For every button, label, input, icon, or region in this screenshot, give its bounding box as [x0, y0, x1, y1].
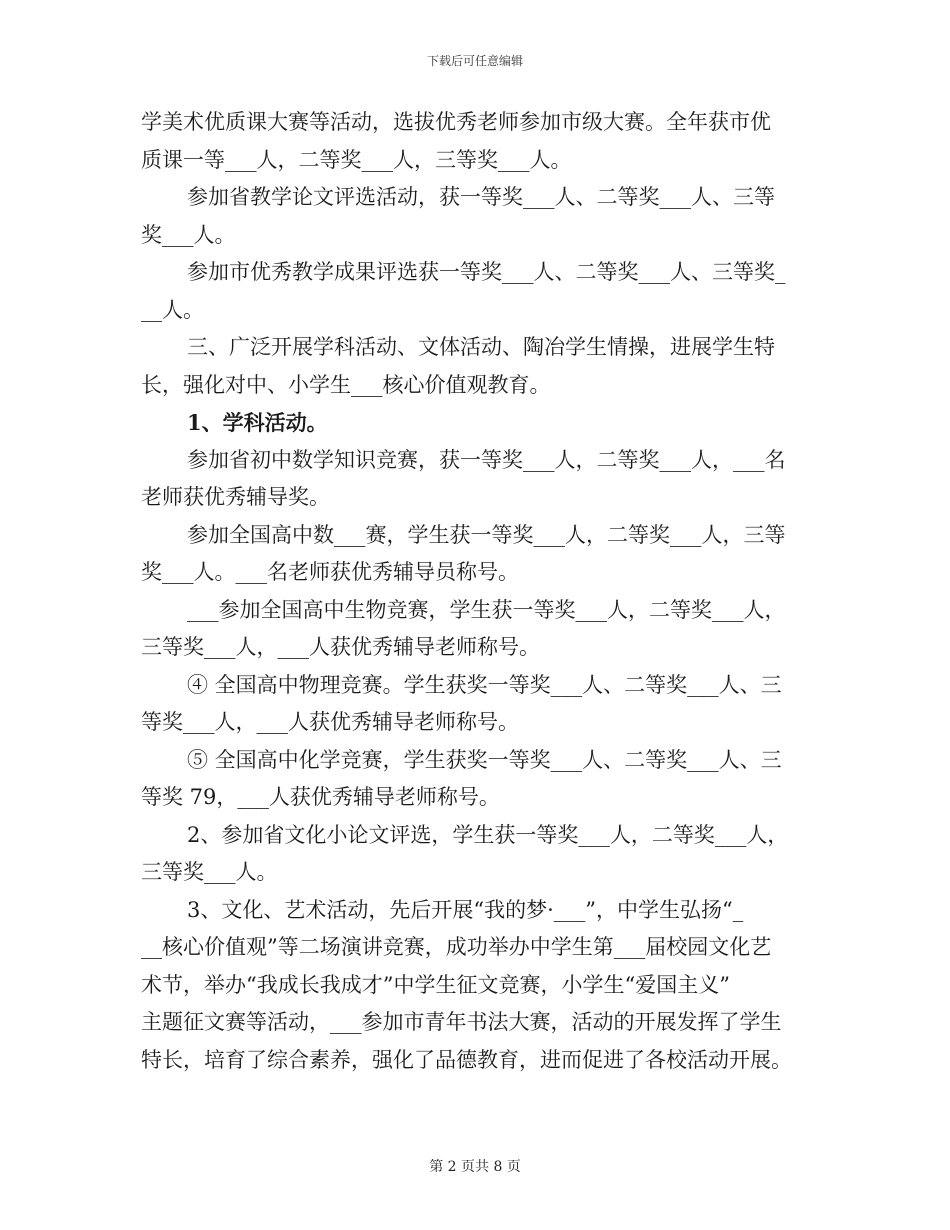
paragraph-line: 三等奖___人。 [141, 860, 278, 884]
paragraph-line: 三等奖___人，___人获优秀辅导老师称号。 [141, 635, 540, 659]
page-header: 下载后可任意编辑 [426, 54, 523, 68]
paragraph-line: 2、参加省文化小论文评选，学生获一等奖___人，二等奖___人， [187, 822, 789, 847]
paragraph-line: 术节，举办“我成长我成才”中学生征文竞赛，小学生“爱国主义” [141, 972, 730, 997]
paragraph-line: 等奖___人，___人获优秀辅导老师称号。 [141, 710, 519, 734]
paragraph-line: 参加全国高中数___赛，学生获一等奖___人，二等奖___人，三等 [187, 522, 786, 547]
document-body [141, 104, 813, 1079]
paragraph-line: 参加省初中数学知识竞赛，获一等奖___人，二等奖___人，___名 [187, 447, 786, 472]
section-heading: 1、学科活动。 [187, 410, 328, 435]
paragraph-line: ⑤ 全国高中化学竞赛，学生获奖一等奖___人、二等奖___人、三 [187, 747, 782, 772]
paragraph-line: 学美术优质课大赛等活动，选拔优秀老师参加市级大赛。全年获市优 [141, 110, 771, 134]
paragraph-line: 老师获优秀辅导奖。 [141, 485, 330, 509]
paragraph-line: ④ 全国高中物理竞赛。学生获奖一等奖___人、二等奖___人、三 [187, 672, 782, 697]
paragraph-line: 三、广泛开展学科活动、文体活动、陶冶学生情操，进展学生特 [187, 335, 775, 359]
page-number: 第 2 页共 8 页 [429, 1159, 521, 1175]
paragraph-line: __核心价值观”等二场演讲竞赛，成功举办中学生第___届校园文化艺 [141, 935, 772, 959]
paragraph-line: 等奖 79，___人获优秀辅导老师称号。 [141, 785, 500, 809]
paragraph-line: 主题征文赛等活动，___参加市青年书法大赛，活动的开展发挥了学生 [141, 1010, 782, 1034]
paragraph-line: 3、文化、艺术活动，先后开展“我的梦·___”，中学生弘扬“_ [187, 897, 744, 922]
paragraph-line: 长，强化对中、小学生___核心价值观教育。 [141, 372, 551, 397]
paragraph-line: 参加省教学论文评选活动，获一等奖___人、二等奖___人、三等 [187, 185, 775, 209]
paragraph-line: 特长，培育了综合素养，强化了品德教育，进而促进了各校活动开展。 [141, 1047, 792, 1072]
paragraph-line: 奖___人。 [141, 222, 236, 247]
paragraph-line: ___参加全国高中生物竞赛，学生获一等奖___人，二等奖___人， [187, 597, 786, 622]
paragraph-line: __人。 [141, 297, 204, 322]
paragraph-line: 奖___人。___名老师获优秀辅导员称号。 [141, 560, 519, 584]
paragraph-line: 参加市优秀教学成果评选获一等奖___人、二等奖___人、三等奖_ [187, 260, 786, 284]
paragraph-line: 质课一等___人，二等奖___人，三等奖___人。 [141, 147, 572, 172]
